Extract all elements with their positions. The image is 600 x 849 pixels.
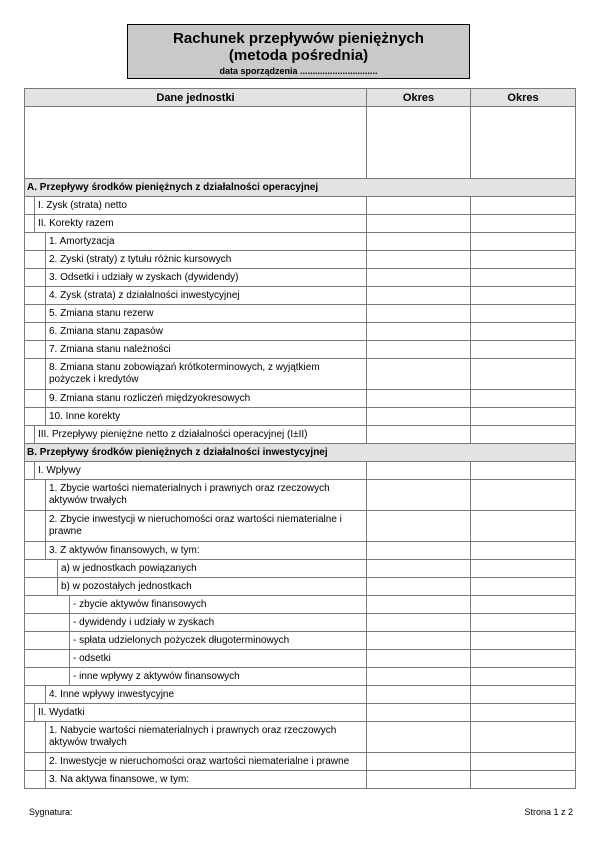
table-row — [25, 341, 576, 359]
row-label: II. Korekty razem — [38, 218, 114, 229]
period-2-value-cell[interactable] — [471, 771, 576, 789]
period-2-value-cell[interactable] — [471, 287, 576, 305]
table-row — [25, 596, 576, 614]
indent-spacer — [25, 480, 46, 510]
period-2-value-cell[interactable] — [471, 390, 576, 408]
row-label-cell — [25, 722, 367, 753]
period-2-value-cell[interactable] — [471, 560, 576, 578]
cash-flow-table — [24, 88, 576, 789]
row-label: b) w pozostałych jednostkach — [61, 581, 192, 592]
section-row — [25, 444, 576, 462]
row-label-cell — [25, 390, 367, 408]
indent-spacer — [25, 686, 46, 703]
table-row — [25, 323, 576, 341]
period-2-value-cell[interactable] — [471, 686, 576, 704]
period-2-value-cell[interactable] — [471, 753, 576, 771]
row-label: - odsetki — [73, 653, 111, 664]
row-label-cell — [25, 560, 367, 578]
table-row — [25, 359, 576, 390]
period-1-value-cell[interactable] — [367, 614, 471, 632]
row-label: II. Wydatki — [38, 707, 85, 718]
row-label-cell — [25, 215, 367, 233]
row-label-cell — [25, 359, 367, 390]
indent-spacer — [25, 426, 35, 443]
indent-spacer — [25, 560, 58, 577]
column-header-entity: Dane jednostki — [25, 89, 367, 107]
indent-spacer — [25, 251, 46, 268]
period-2-value-cell[interactable] — [471, 722, 576, 753]
period-1-value-cell[interactable] — [367, 578, 471, 596]
row-label-cell — [25, 668, 367, 686]
row-label: 2. Inwestycje w nieruchomości oraz wartości niematerialne i prawne — [49, 756, 350, 767]
row-label: 3. Z aktywów finansowych, w tym: — [49, 545, 200, 556]
indent-spacer — [25, 650, 70, 667]
row-label-cell — [25, 408, 367, 426]
indent-spacer — [25, 596, 70, 613]
table-row — [25, 632, 576, 650]
indent-spacer — [25, 578, 58, 595]
row-label: - inne wpływy z aktywów finansowych — [73, 671, 240, 682]
period-1-value-cell[interactable] — [367, 668, 471, 686]
row-label: 5. Zmiana stanu rezerw — [49, 308, 154, 319]
row-label: - dywidendy i udziały w zyskach — [73, 617, 215, 628]
row-label: 2. Zbycie inwestycji w nieruchomości oraz wartości niematerialne i prawne — [49, 514, 342, 537]
period-1-value-cell[interactable] — [367, 269, 471, 287]
period-1-value-cell[interactable] — [367, 632, 471, 650]
row-label-cell — [25, 287, 367, 305]
page-number: Strona 1 z 2 — [524, 807, 573, 817]
row-label-cell — [25, 753, 367, 771]
indent-spacer — [25, 722, 46, 752]
row-label-cell — [25, 462, 367, 480]
period-1-value-cell[interactable] — [367, 480, 471, 511]
period-2-cell[interactable] — [471, 107, 576, 179]
period-1-value-cell[interactable] — [367, 704, 471, 722]
period-1-value-cell[interactable] — [367, 323, 471, 341]
period-1-value-cell[interactable] — [367, 753, 471, 771]
period-2-value-cell[interactable] — [471, 341, 576, 359]
indent-spacer — [25, 668, 70, 685]
row-label-cell — [25, 596, 367, 614]
period-2-value-cell[interactable] — [471, 704, 576, 722]
period-1-value-cell[interactable] — [367, 341, 471, 359]
table-row — [25, 287, 576, 305]
period-2-value-cell[interactable] — [471, 614, 576, 632]
table-row — [25, 408, 576, 426]
period-2-value-cell[interactable] — [471, 511, 576, 542]
table-row — [25, 251, 576, 269]
row-label-cell — [25, 686, 367, 704]
indent-spacer — [25, 305, 46, 322]
table-row — [25, 269, 576, 287]
indent-spacer — [25, 542, 46, 559]
row-label-cell — [25, 269, 367, 287]
table-row — [25, 426, 576, 444]
document-title-box — [127, 24, 470, 79]
row-label-cell — [25, 305, 367, 323]
period-2-value-cell[interactable] — [471, 596, 576, 614]
indent-spacer — [25, 462, 35, 479]
period-1-value-cell[interactable] — [367, 305, 471, 323]
row-label: - spłata udzielonych pożyczek długoterminowych — [73, 635, 290, 646]
table-row — [25, 704, 576, 722]
period-1-value-cell[interactable] — [367, 686, 471, 704]
row-label: 4. Inne wpływy inwestycyjne — [49, 689, 175, 700]
period-2-value-cell[interactable] — [471, 462, 576, 480]
column-header-period-1: Okres — [367, 89, 471, 107]
indent-spacer — [25, 771, 46, 788]
period-2-value-cell[interactable] — [471, 542, 576, 560]
column-header-period-2: Okres — [471, 89, 576, 107]
period-1-value-cell[interactable] — [367, 771, 471, 789]
row-label: - zbycie aktywów finansowych — [73, 599, 207, 610]
period-2-value-cell[interactable] — [471, 233, 576, 251]
row-label: 3. Odsetki i udziały w zyskach (dywidendy) — [49, 272, 239, 283]
row-label: 1. Amortyzacja — [49, 236, 115, 247]
indent-spacer — [25, 215, 35, 232]
indent-spacer — [25, 341, 46, 358]
row-label-cell — [25, 542, 367, 560]
period-1-value-cell[interactable] — [367, 251, 471, 269]
indent-spacer — [25, 511, 46, 541]
period-1-value-cell[interactable] — [367, 287, 471, 305]
table-row — [25, 215, 576, 233]
table-row — [25, 305, 576, 323]
row-label: a) w jednostkach powiązanych — [61, 563, 197, 574]
period-1-value-cell[interactable] — [367, 215, 471, 233]
period-2-value-cell[interactable] — [471, 251, 576, 269]
indent-spacer — [25, 233, 46, 250]
indent-spacer — [25, 753, 46, 770]
table-row — [25, 668, 576, 686]
indent-spacer — [25, 704, 35, 721]
row-label: 8. Zmiana stanu zobowiązań krótkoterminowych, z wyjątkiem pożyczek i kredytów — [49, 362, 320, 385]
row-label: 6. Zmiana stanu zapasów — [49, 326, 163, 337]
period-1-value-cell[interactable] — [367, 390, 471, 408]
period-2-value-cell[interactable] — [471, 480, 576, 511]
indent-spacer — [25, 269, 46, 286]
period-1-value-cell[interactable] — [367, 426, 471, 444]
section-row — [25, 179, 576, 197]
period-1-value-cell[interactable] — [367, 408, 471, 426]
period-2-value-cell[interactable] — [471, 426, 576, 444]
table-row — [25, 480, 576, 511]
period-2-value-cell[interactable] — [471, 408, 576, 426]
period-1-value-cell[interactable] — [367, 596, 471, 614]
indent-spacer — [25, 390, 46, 407]
period-1-value-cell[interactable] — [367, 233, 471, 251]
period-2-value-cell[interactable] — [471, 215, 576, 233]
period-1-cell[interactable] — [367, 107, 471, 179]
row-label-cell — [25, 632, 367, 650]
table-row — [25, 197, 576, 215]
period-2-value-cell[interactable] — [471, 305, 576, 323]
period-2-value-cell[interactable] — [471, 197, 576, 215]
row-label-cell — [25, 704, 367, 722]
row-label-cell — [25, 578, 367, 596]
period-1-value-cell[interactable] — [367, 650, 471, 668]
row-label: 4. Zysk (strata) z działalności inwestycyjnej — [49, 290, 240, 301]
row-label: 9. Zmiana stanu rozliczeń międzyokresowych — [49, 393, 251, 404]
row-label: I. Zysk (strata) netto — [38, 200, 127, 211]
table-row — [25, 542, 576, 560]
period-1-value-cell[interactable] — [367, 359, 471, 390]
indent-spacer — [25, 197, 35, 214]
table-row — [25, 686, 576, 704]
table-row — [25, 390, 576, 408]
row-label-cell — [25, 771, 367, 789]
period-2-value-cell[interactable] — [471, 668, 576, 686]
row-label-cell — [25, 233, 367, 251]
period-2-value-cell[interactable] — [471, 359, 576, 390]
indent-spacer — [25, 359, 46, 389]
row-label: 2. Zyski (straty) z tytułu różnic kursowych — [49, 254, 232, 265]
period-1-value-cell[interactable] — [367, 462, 471, 480]
row-label-cell — [25, 480, 367, 511]
row-label: 1. Nabycie wartości niematerialnych i prawnych oraz rzeczowych aktywów trwałych — [49, 725, 337, 748]
table-row — [25, 233, 576, 251]
table-row — [25, 722, 576, 753]
period-2-value-cell[interactable] — [471, 269, 576, 287]
indent-spacer — [25, 632, 70, 649]
row-label-cell — [25, 650, 367, 668]
table-row — [25, 650, 576, 668]
indent-spacer — [25, 323, 46, 340]
row-label-cell — [25, 511, 367, 542]
period-1-value-cell[interactable] — [367, 560, 471, 578]
period-1-value-cell[interactable] — [367, 542, 471, 560]
row-label: 1. Zbycie wartości niematerialnych i prawnych oraz rzeczowych aktywów trwałych — [49, 483, 330, 506]
table-row — [25, 753, 576, 771]
row-label: 7. Zmiana stanu należności — [49, 344, 171, 355]
row-label: I. Wpływy — [38, 465, 81, 476]
section-heading: A. Przepływy środków pieniężnych z działalności operacyjnej — [25, 179, 576, 197]
row-label: 10. Inne korekty — [49, 411, 121, 422]
row-label-cell — [25, 341, 367, 359]
section-heading: B. Przepływy środków pieniężnych z działalności inwestycyjnej — [25, 444, 576, 462]
period-1-value-cell[interactable] — [367, 722, 471, 753]
document-subtitle: (metoda pośrednia) — [228, 47, 369, 64]
period-1-value-cell[interactable] — [367, 511, 471, 542]
period-2-value-cell[interactable] — [471, 650, 576, 668]
row-label-cell — [25, 197, 367, 215]
indent-spacer — [25, 614, 70, 631]
row-label-cell — [25, 426, 367, 444]
table-row — [25, 462, 576, 480]
period-2-value-cell[interactable] — [471, 578, 576, 596]
document-title: Rachunek przepływów pieniężnych — [173, 30, 424, 47]
signature-label: Sygnatura: — [29, 807, 73, 817]
indent-spacer — [25, 408, 46, 425]
row-label-cell — [25, 323, 367, 341]
period-1-value-cell[interactable] — [367, 197, 471, 215]
table-row — [25, 578, 576, 596]
entity-data-cell[interactable] — [25, 107, 367, 179]
table-row — [25, 614, 576, 632]
row-label-cell — [25, 614, 367, 632]
preparation-date-label: data sporządzenia ............................... — [219, 66, 378, 76]
row-label: 3. Na aktywa finansowe, w tym: — [49, 774, 190, 785]
table-row — [25, 771, 576, 789]
row-label-cell — [25, 251, 367, 269]
period-2-value-cell[interactable] — [471, 323, 576, 341]
period-2-value-cell[interactable] — [471, 632, 576, 650]
table-row — [25, 511, 576, 542]
row-label: III. Przepływy pieniężne netto z działalności operacyjnej (I±II) — [38, 429, 308, 440]
table-row — [25, 560, 576, 578]
indent-spacer — [25, 287, 46, 304]
